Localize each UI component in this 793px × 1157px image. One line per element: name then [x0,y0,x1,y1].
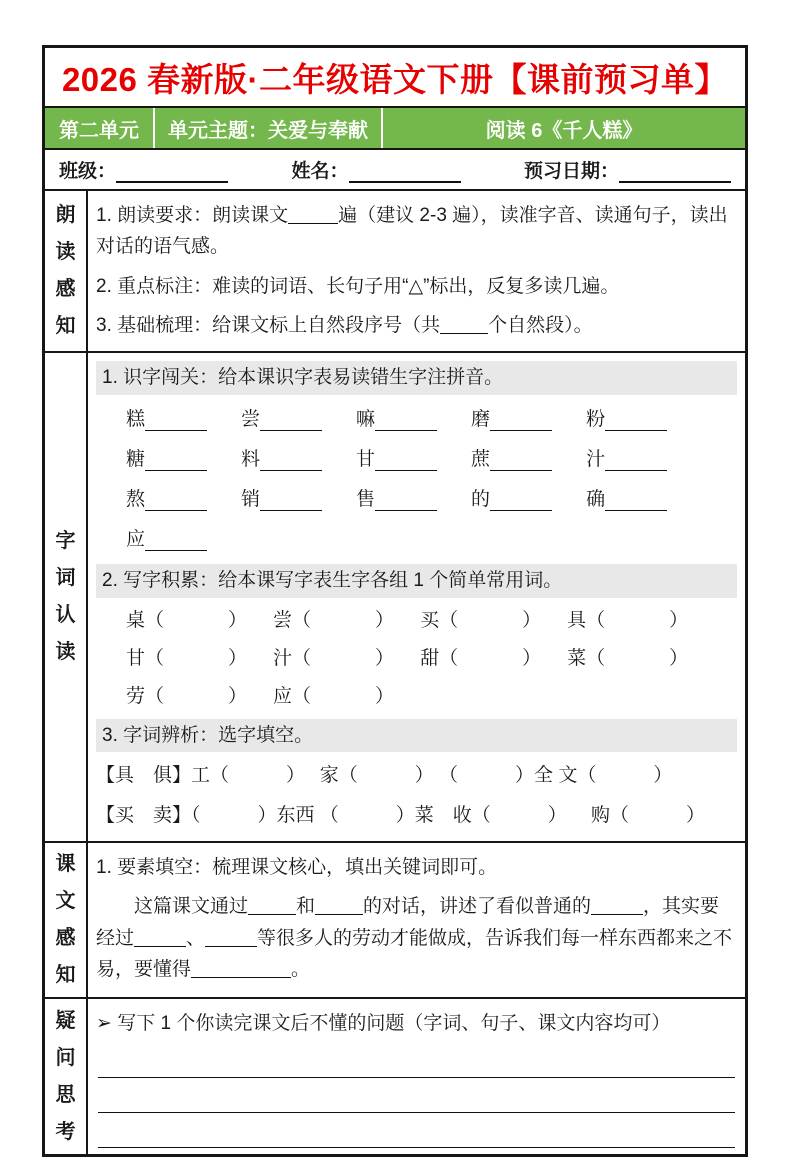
word-item: 具（ ） [567,609,689,631]
pinyin-grid [96,404,737,551]
reading-item-1: 1. 朗读要求：朗读课文 遍（建议 2-3 遍），读准字音、读通句子，读出对话的语气感。 [96,205,728,258]
date-blank-line [619,160,731,183]
pinyin-blank [490,450,552,471]
date-label: 预习日期： [523,161,619,182]
choice-row-mai: 【买 卖】（ ）东西 （ ）菜 收（ ） 购（ ） [96,804,706,826]
word-item: 菜（ ） [567,647,689,669]
section-course [45,843,745,999]
pinyin-blank [605,450,667,471]
pinyin-blank [260,490,322,511]
pinyin-item: 粉 [586,404,667,431]
word-item: 劳（ ） [126,685,248,707]
unit-bar [45,108,745,150]
section-label-course: 课文感知 [45,843,88,997]
class-blank-line [116,160,228,183]
section-question [45,999,745,1154]
pinyin-item: 熬 [126,484,207,511]
name-blank-line [349,160,461,183]
pinyin-item: 糕 [126,404,207,431]
word-item: 汁（ ） [273,647,395,669]
pinyin-blank [260,410,322,431]
fill-blank [591,894,643,915]
page-title: 2026 春新版·二年级语文下册【课前预习单】 [45,48,745,108]
question-prompt: ➢ 写下 1 个你读完课文后不懂的问题（字词、句子、课文内容均可） [96,1012,671,1034]
pinyin-blank [375,410,437,431]
section-zici [45,353,745,843]
word-row [126,643,737,670]
pinyin-item: 售 [356,484,437,511]
zici-content [88,353,745,841]
pinyin-blank [490,410,552,431]
answer-line [98,1113,735,1148]
name-field [291,156,460,183]
section-label-reading: 朗读感知 [45,191,88,351]
word-grid [96,605,737,708]
pinyin-item: 应 [126,524,207,551]
fill-blank [440,313,488,334]
pinyin-item: 糖 [126,444,207,471]
worksheet-sheet [42,45,748,1157]
pinyin-blank [145,410,207,431]
fill-blank [134,926,186,947]
word-row [126,605,737,632]
course-summary-paragraph: 这篇课文通过 和 的对话，讲述了看似普通的 ，其实要经过 、 等很多人的劳动才能做成，告诉我们每一样东西都来之不易，要懂得 。 [96,896,733,981]
word-item: 尝（ ） [273,609,395,631]
word-row [126,681,737,708]
word-item: 甘（ ） [126,647,248,669]
unit-number: 第二单元 [45,108,155,148]
zici-heading-2: 2. 写字积累：给本课写字表生字各组 1 个简单常用词。 [96,564,737,598]
pinyin-blank [605,490,667,511]
section-reading [45,191,745,353]
date-field [524,156,731,183]
pinyin-blank [145,450,207,471]
pinyin-item: 嘛 [356,404,437,431]
fill-blank [191,957,291,978]
pinyin-blank [145,490,207,511]
word-item: 应（ ） [273,685,395,707]
reading-item-2: 2. 重点标注：难读的词语、长句子用“△”标出，反复多读几遍。 [96,275,620,297]
reading-content [88,191,745,351]
lesson-title: 阅读 6《千人糕》 [485,119,643,142]
answer-line [98,1043,735,1078]
pinyin-item: 尝 [241,404,322,431]
unit-theme: 单元主题：关爱与奉献 [155,108,383,148]
pinyin-blank [375,490,437,511]
pinyin-blank [490,490,552,511]
pinyin-row [126,524,737,551]
pinyin-row [126,484,737,511]
pinyin-blank [145,530,207,551]
section-label-zici: 字词认读 [45,353,88,841]
word-item: 买（ ） [420,609,542,631]
fill-blank [288,203,338,224]
class-field [59,156,228,183]
fill-blank [315,894,363,915]
pinyin-item: 确 [586,484,667,511]
word-item: 甜（ ） [420,647,542,669]
pinyin-blank [260,450,322,471]
word-item: 桌（ ） [126,609,248,631]
answer-line [98,1078,735,1113]
pinyin-blank [375,450,437,471]
pinyin-row [126,444,737,471]
pinyin-item: 磨 [471,404,552,431]
zici-heading-1: 1. 识字闯关：给本课识字表易读错生字注拼音。 [96,361,737,395]
info-row [45,150,745,191]
pinyin-item: 销 [241,484,322,511]
class-label: 班级： [59,161,117,182]
choice-row-ju: 【具 俱】工（ ） 家（ ） （ ）全 文（ ） [96,765,673,787]
pinyin-item: 蔗 [471,444,552,471]
question-content [88,999,745,1154]
section-label-question: 疑问思考 [45,999,88,1154]
fill-blank [248,894,296,915]
pinyin-blank [605,410,667,431]
name-label: 姓名： [291,161,349,182]
pinyin-row [126,404,737,431]
pinyin-item: 汁 [586,444,667,471]
reading-item-3: 3. 基础梳理：给课文标上自然段序号（共 个自然段）。 [96,315,593,337]
course-content [88,843,745,997]
course-heading: 1. 要素填空：梳理课文核心，填出关键词即可。 [96,856,498,878]
fill-blank [205,926,257,947]
pinyin-item: 料 [241,444,322,471]
pinyin-item: 的 [471,484,552,511]
zici-heading-3: 3. 字词辨析：选字填空。 [96,719,737,753]
pinyin-item: 甘 [356,444,437,471]
